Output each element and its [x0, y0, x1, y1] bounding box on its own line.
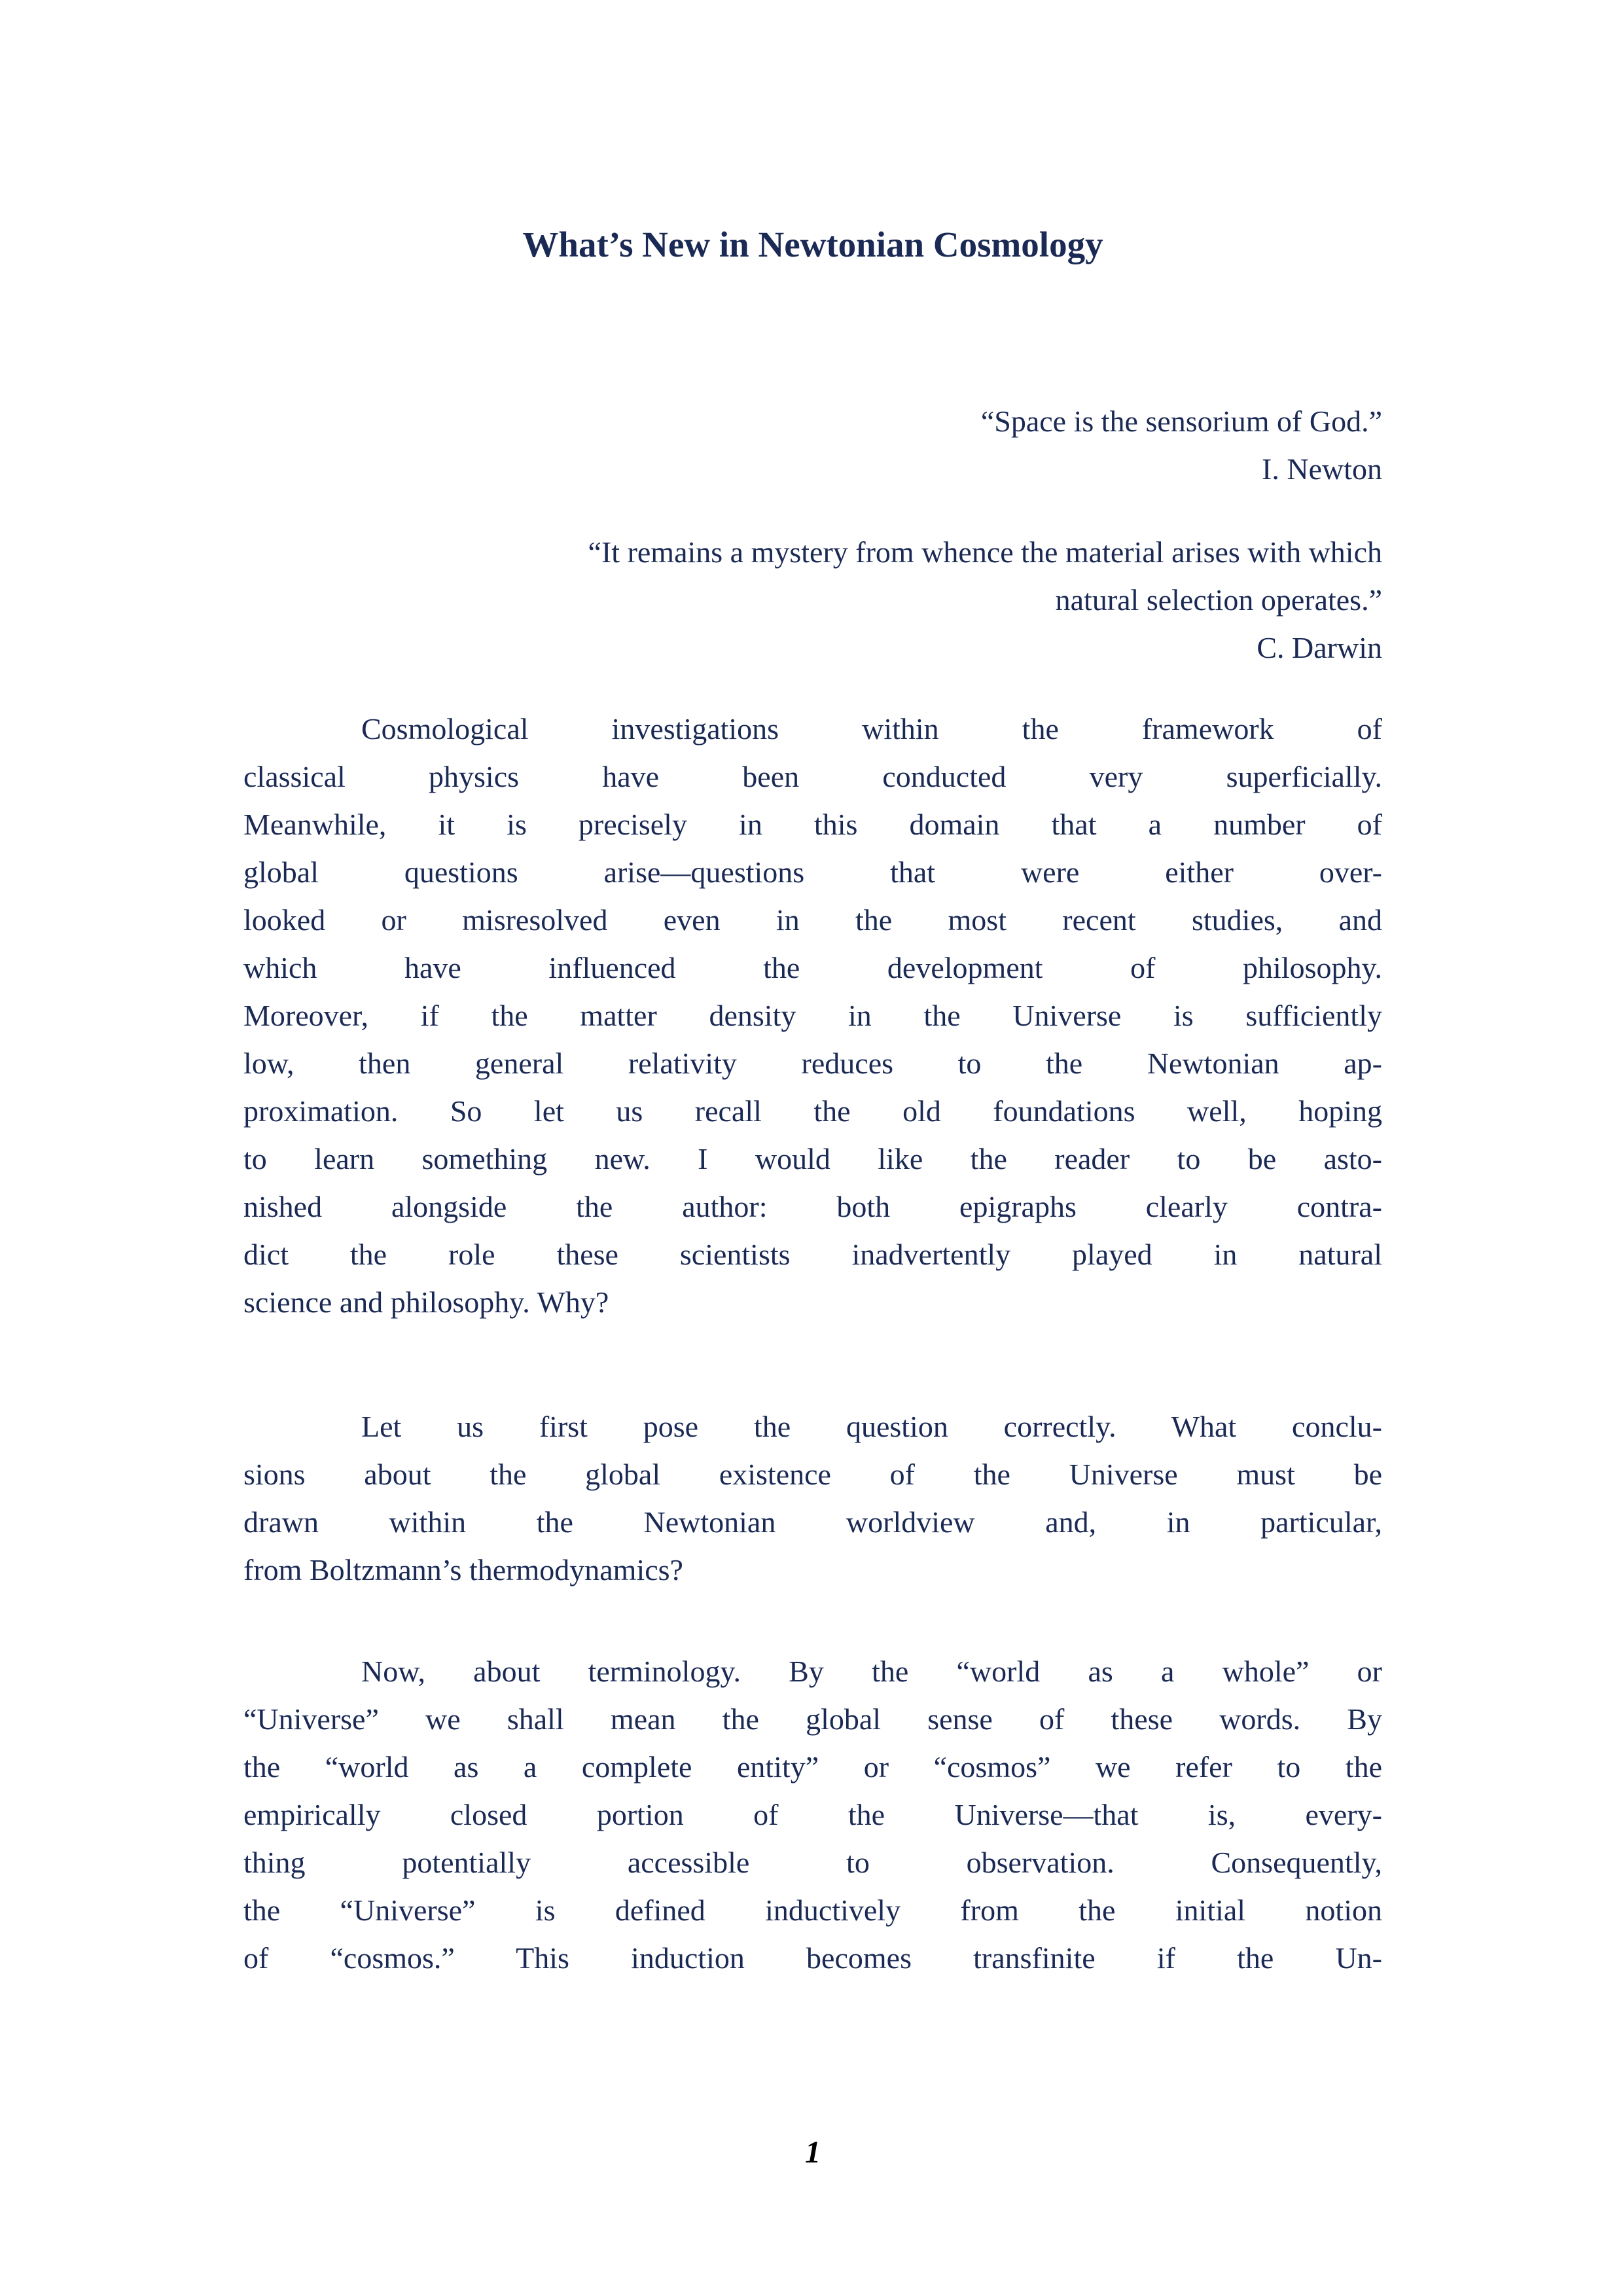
- page-number: 1: [805, 2134, 821, 2170]
- paragraph-line: Now, about terminology. By the “world as a whole” or: [361, 1654, 1382, 1688]
- paragraph-line: thing potentially accessible to observation. Consequently,: [243, 1845, 1382, 1879]
- epigraph-line: C. Darwin: [1257, 630, 1382, 664]
- epigraph-line: I. Newton: [1262, 452, 1382, 486]
- paragraph-line: proximation. So let us recall the old foundations well, hoping: [243, 1094, 1382, 1128]
- paragraph-line: to learn something new. I would like the reader to be asto-: [243, 1141, 1382, 1175]
- paragraph-line: the “Universe” is defined inductively from the initial notion: [243, 1893, 1382, 1927]
- paragraph-line: Cosmological investigations within the framework of: [361, 711, 1382, 745]
- paragraph-line: classical physics have been conducted very superficially.: [243, 759, 1382, 793]
- epigraph-line: “It remains a mystery from whence the material arises with which: [588, 535, 1382, 569]
- epigraph-line: “Space is the sensorium of God.”: [980, 404, 1382, 438]
- body-text: [243, 705, 1382, 1982]
- paragraph-line: low, then general relativity reduces to the Newtonian ap-: [243, 1046, 1382, 1080]
- epigraphs: [243, 397, 1382, 672]
- paragraph-line: science and philosophy. Why?: [243, 1285, 609, 1319]
- text-block: [243, 0, 1382, 2176]
- paragraph-line: Moreover, if the matter density in the Universe is sufficiently: [243, 998, 1382, 1032]
- paragraph-line: nished alongside the author: both epigraphs clearly contra-: [243, 1189, 1382, 1223]
- paragraph-line: Let us first pose the question correctly. What conclu-: [361, 1409, 1382, 1443]
- paragraph-line: Meanwhile, it is precisely in this domain that a number of: [243, 807, 1382, 841]
- paragraph-line: sions about the global existence of the Universe must be: [243, 1457, 1382, 1491]
- paragraph-line: looked or misresolved even in the most recent studies, and: [243, 903, 1382, 937]
- paragraph-line: global questions arise—questions that were either over-: [243, 855, 1382, 889]
- paragraph-line: empirically closed portion of the Universe—that is, every-: [243, 1797, 1382, 1831]
- paragraph-line: from Boltzmann’s thermodynamics?: [243, 1552, 683, 1587]
- page-title: What’s New in Newtonian Cosmology: [522, 224, 1103, 264]
- paragraph: [243, 1647, 1382, 1982]
- epigraph: [243, 397, 1382, 493]
- epigraph-line: natural selection operates.”: [1055, 583, 1382, 617]
- paragraph-line: dict the role these scientists inadvertently played in natural: [243, 1237, 1382, 1271]
- paragraph-line: drawn within the Newtonian worldview and, in particular,: [243, 1505, 1382, 1539]
- paragraph: [243, 1403, 1382, 1594]
- paragraph-line: which have influenced the development of philosophy.: [243, 950, 1382, 984]
- epigraph: [243, 528, 1382, 672]
- paragraph-line: of “cosmos.” This induction becomes transfinite if the Un-: [243, 1941, 1382, 1975]
- paragraph-line: the “world as a complete entity” or “cosmos” we refer to the: [243, 1749, 1382, 1784]
- paragraph: [243, 705, 1382, 1326]
- paragraph-line: “Universe” we shall mean the global sense of these words. By: [243, 1702, 1382, 1736]
